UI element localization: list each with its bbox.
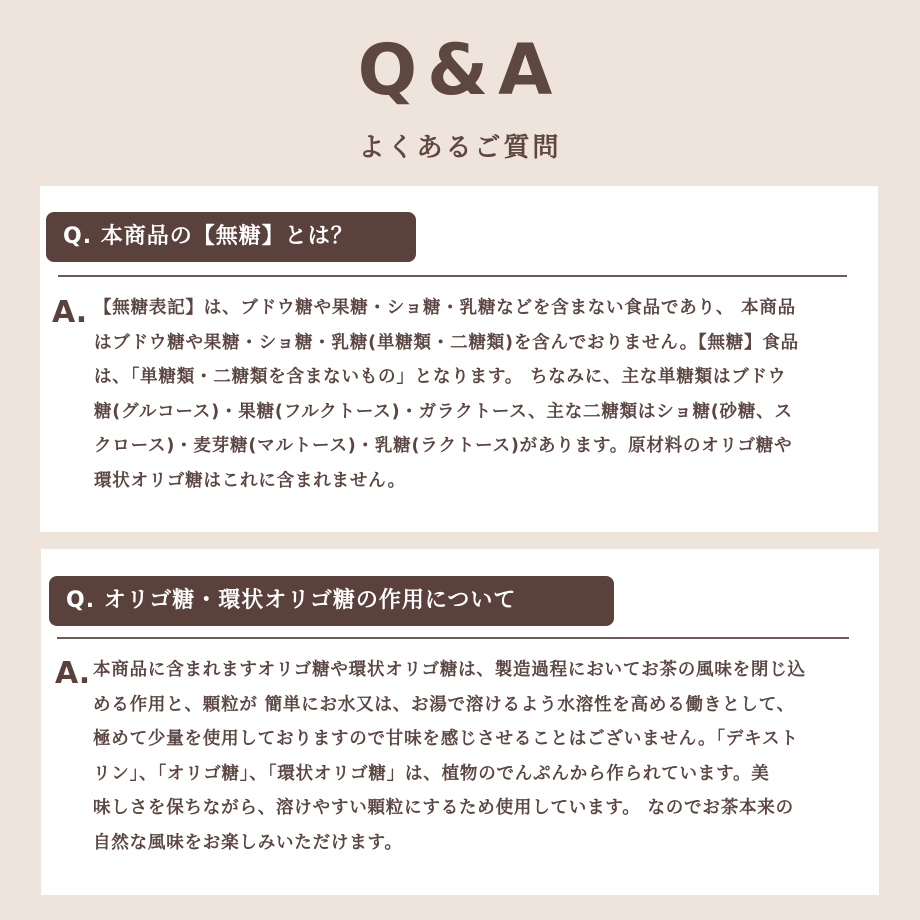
divider — [57, 637, 849, 639]
faq-card-2 — [41, 549, 879, 895]
answer-line: 本商品に含まれますオリゴ糖や環状オリゴ糖は、製造過程においてお茶の風味を閉じ込 — [93, 660, 806, 680]
answer-mark: A. — [55, 656, 91, 691]
answer-line: リン」、「オリゴ糖」、「環状オリゴ糖」は、植物のでんぷんから作られています。美 — [93, 763, 770, 784]
question-label: Q. 本商品の【無糖】とは？ — [46, 212, 416, 262]
answer-line: クロース)・麦芽糖(マルトース)・乳糖(ラクトース)があります。原材料のオリゴ糖や — [94, 436, 793, 456]
answer-line: はブドウ糖や果糖・ショ糖・乳糖(単糖類・二糖類)を含んでおりません。【無糖】食品 — [94, 332, 799, 353]
faq-card-1 — [40, 186, 878, 532]
answer-text — [94, 291, 854, 498]
page-title: Q&A — [357, 29, 563, 111]
answer-line: は、「単糖類・二糖類を含まないもの」となります。 ちなみに、主な単糖類はブドウ — [94, 367, 787, 387]
answer-line: 糖(グルコース)・果糖(フルクトース)・ガラクトース、主な二糖類はショ糖(砂糖、ス — [94, 401, 793, 422]
page-subtitle: よくあるご質問 — [358, 133, 562, 163]
question-label: Q. オリゴ糖・環状オリゴ糖の作用について — [49, 576, 614, 626]
answer-mark: A. — [52, 295, 88, 330]
answer-line: 環状オリゴ糖はこれに含まれません。 — [94, 470, 406, 491]
answer-line: 自然な風味をお楽しみいただけます。 — [93, 832, 403, 853]
answer-text — [93, 653, 863, 860]
answer-line: める作用と、顆粒が 簡単にお水又は、お湯で溶けるよう水溶性を高める働きとして、 — [93, 694, 795, 715]
answer-line: 極めて少量を使用しておりますので甘味を感じさせることはございません。「デキスト — [93, 729, 799, 749]
answer-line: 味しさを保ちながら、溶けやすい顆粒にするため使用しています。 なのでお茶本来の — [93, 798, 794, 818]
divider — [58, 275, 847, 277]
answer-line: 【無糖表記】は、ブドウ糖や果糖・ショ糖・乳糖などを含まない食品であり、 本商品 — [94, 298, 796, 318]
